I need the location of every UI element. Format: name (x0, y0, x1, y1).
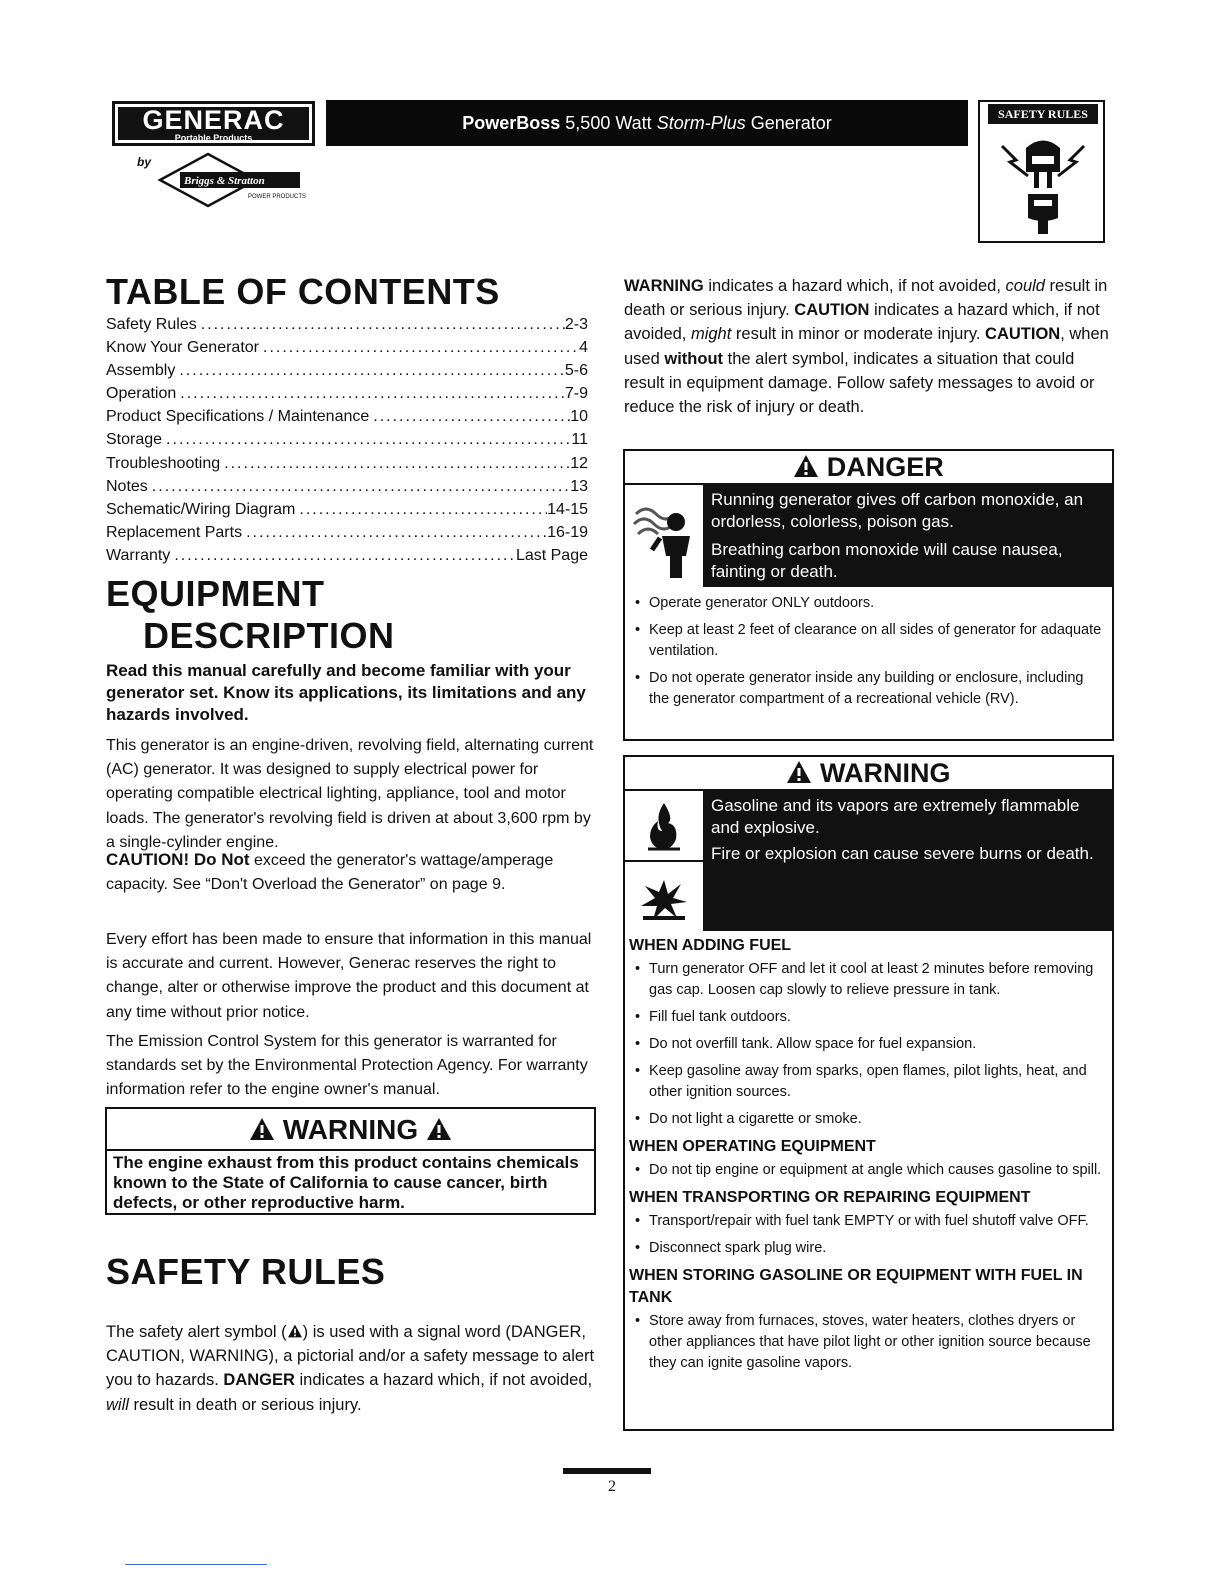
fuel-hazard-2: Fire or explosion can cause severe burns or death. (711, 844, 1094, 863)
toc-item-page: 5-6 (564, 362, 588, 380)
toc-item-page: 7-9 (564, 385, 588, 403)
toc-item-page: 14-15 (547, 500, 588, 518)
list-item: • Do not light a cigarette or smoke. (631, 1109, 1106, 1130)
toc-item-page: 16-19 (547, 523, 588, 541)
footer-line (125, 1564, 267, 1565)
california-warning-title: WARNING (107, 1109, 594, 1151)
safety-rules-text-start: The safety alert symbol ( ) is used with a signal word (DANGER, CAUTION, WARNING), a pictorial and/or a safety message to alert you to hazards. DANGER indicates a hazard which, if not avoided, will result in death or serious injury. (106, 1323, 595, 1414)
toc-item (106, 475, 588, 498)
toc-item-label: Warranty (106, 546, 171, 564)
toc-item (106, 313, 588, 336)
section-bullet-list (625, 1158, 1112, 1181)
fuel-warning-sections (625, 935, 1112, 1374)
toc-item (106, 544, 588, 567)
page-divider (563, 1468, 651, 1474)
briggs-stratton-logo (148, 150, 318, 210)
list-item: • Keep gasoline away from sparks, open flames, pilot lights, heat, and other ignition sources. (631, 1061, 1106, 1103)
toc-item-page: 12 (570, 454, 588, 472)
partner-logo-text: Briggs & Stratton (184, 175, 265, 187)
toc-heading: TABLE OF CONTENTS (106, 271, 500, 312)
toc-item-label: Troubleshooting (106, 454, 221, 472)
toc-item-label: Schematic/Wiring Diagram (106, 500, 296, 518)
spark-plug-icon (988, 128, 1098, 238)
fuel-warning-title: WARNING (625, 757, 1112, 791)
alert-triangle-icon (786, 760, 812, 784)
equipment-heading: EQUIPMENT (106, 573, 325, 614)
toc-leader (175, 359, 565, 382)
logo-text: GENERAC (142, 105, 285, 135)
toc-leader (220, 452, 570, 475)
description-heading: DESCRIPTION (143, 615, 395, 656)
toc-leader (148, 475, 570, 498)
toc-leader (369, 405, 570, 428)
page-number: 2 (608, 1478, 616, 1495)
toc-item (106, 521, 588, 544)
safety-rules-badge (978, 100, 1105, 243)
toc-item-page: 13 (570, 477, 588, 495)
danger-bullet-list (625, 587, 1112, 710)
intro-paragraph: Read this manual carefully and become familiar with your generator set. Know its applications, its limitations and any hazards involved. (106, 661, 586, 724)
section-heading: WHEN OPERATING EQUIPMENT (629, 1138, 876, 1155)
toc-leader (162, 428, 571, 451)
list-item: • Store away from furnaces, stoves, water heaters, clothes dryers or other appliances that have pilot light or other ignition source because they can ignite gasoline vapors. (631, 1311, 1106, 1374)
toc-item (106, 498, 588, 521)
paragraph-generator: This generator is an engine-driven, revolving field, alternating current (AC) generator. It was designed to supply electrical power for operating compatible electrical lighting, appliance, tool and motor loads. The generator's revolving field is driven at about 3,600 rpm by a single-cylinder engine. (106, 737, 594, 851)
danger-title: DANGER (625, 451, 1112, 485)
section-heading: WHEN STORING GASOLINE OR EQUIPMENT WITH FUEL IN TANK (629, 1267, 1083, 1306)
toc-leader (295, 498, 547, 521)
paragraph-caution: CAUTION! Do Not exceed the generator's wattage/amperage capacity. See “Don't Overload the Generator” on page 9. (106, 850, 554, 894)
paragraph-emission: The Emission Control System for this generator is warranted for standards set by the Environmental Protection Agency. For warranty information refer to the engine owner's manual. (106, 1033, 588, 1099)
list-item: • Keep at least 2 feet of clearance on all sides of generator for adaquate ventilation. (631, 620, 1106, 662)
toc-item-label: Notes (106, 477, 148, 495)
safety-rules-text-continued: WARNING indicates a hazard which, if not avoided, could result in death or serious injury. CAUTION indicates a hazard which, if not avoided, might result in minor or moderate injury. CAUTION, when used without the alert symbol, indicates a situation that could result in equipment damage. Follow safety messages to avoid or reduce the risk of injury or death. (624, 277, 1109, 417)
list-item: • Fill fuel tank outdoors. (631, 1007, 1106, 1028)
toc-item (106, 382, 588, 405)
generac-logo (112, 101, 315, 146)
toxic-gas-icon (625, 485, 705, 587)
toc-item-label: Replacement Parts (106, 523, 243, 541)
list-item: • Do not overfill tank. Allow space for fuel expansion. (631, 1034, 1106, 1055)
toc-leader (197, 313, 565, 336)
toc-item-label: Know Your Generator (106, 339, 259, 357)
paragraph-accuracy: Every effort has been made to ensure that information in this manual is accurate and current. However, Generac reserves the right to change, alter or otherwise improve the product and this document at any time without prior notice. (106, 931, 592, 1021)
toc-item-page: 2-3 (564, 316, 588, 333)
toc-item-label: Storage (106, 431, 163, 449)
alert-triangle-icon (249, 1117, 275, 1141)
table-of-contents (106, 313, 588, 567)
toc-item-label: Safety Rules (106, 316, 197, 333)
toc-item-label: Operation (106, 385, 177, 403)
list-item: • Transport/repair with fuel tank EMPTY or with fuel shutoff valve OFF. (631, 1211, 1106, 1232)
logo-subtext: Portable Products (174, 133, 253, 143)
by-text: by (137, 155, 152, 169)
danger-box (623, 449, 1114, 741)
toc-leader (242, 521, 547, 544)
section-bullet-list (625, 957, 1112, 1130)
toc-item-label: Product Specifications / Maintenance (106, 408, 370, 426)
toc-item-page: 4 (579, 339, 588, 357)
list-item: • Turn generator OFF and let it cool at least 2 minutes before removing gas cap. Loosen cap slowly to relieve pressure in tank. (631, 959, 1106, 1001)
toc-item (106, 359, 588, 382)
toc-item (106, 452, 588, 475)
toc-leader (259, 336, 579, 359)
section-bullet-list (625, 1209, 1112, 1259)
alert-triangle-icon (426, 1117, 452, 1141)
section-heading: WHEN ADDING FUEL (629, 937, 792, 954)
section-bullet-list (625, 1309, 1112, 1374)
toc-leader (176, 382, 565, 405)
list-item: • Operate generator ONLY outdoors. (631, 593, 1106, 614)
california-warning-text: The engine exhaust from this product contains chemicals known to the State of California to cause cancer, birth defects, or other reproductive harm. (113, 1153, 579, 1212)
list-item: • Disconnect spark plug wire. (631, 1238, 1106, 1259)
safety-rules-heading: SAFETY RULES (106, 1251, 386, 1292)
toc-item-label: Assembly (106, 362, 176, 380)
toc-item-page: 10 (570, 408, 588, 426)
safety-rules-label: SAFETY RULES (988, 104, 1098, 124)
flame-icon (625, 791, 703, 862)
alert-triangle-icon (287, 1324, 303, 1338)
toc-item (106, 428, 588, 451)
danger-hazard-1: Running generator gives off carbon monoxide, an ordorless, colorless, poison gas. (711, 490, 1084, 531)
fuel-hazard-1: Gasoline and its vapors are extremely flammable and explosive. (711, 796, 1080, 837)
partner-logo-sub: POWER PRODUCTS (248, 194, 307, 200)
danger-hazard-2: Breathing carbon monoxide will cause nausea, fainting or death. (711, 540, 1063, 581)
toc-leader (170, 544, 516, 567)
section-heading: WHEN TRANSPORTING OR REPAIRING EQUIPMENT (629, 1189, 1031, 1206)
toc-item-page: Last Page (515, 546, 588, 564)
fuel-warning-box (623, 755, 1114, 1431)
alert-triangle-icon (793, 454, 819, 478)
list-item: • Do not operate generator inside any building or enclosure, including the generator compartment of a recreational vehicle (RV). (631, 668, 1106, 710)
document-title: PowerBoss 5,500 Watt Storm-Plus Generator (326, 100, 968, 146)
toc-item (106, 336, 588, 359)
toc-item (106, 405, 588, 428)
california-warning-box (105, 1107, 596, 1215)
explosion-icon (625, 862, 703, 931)
list-item: • Do not tip engine or equipment at angle which causes gasoline to spill. (631, 1160, 1106, 1181)
toc-item-page: 11 (571, 431, 588, 449)
